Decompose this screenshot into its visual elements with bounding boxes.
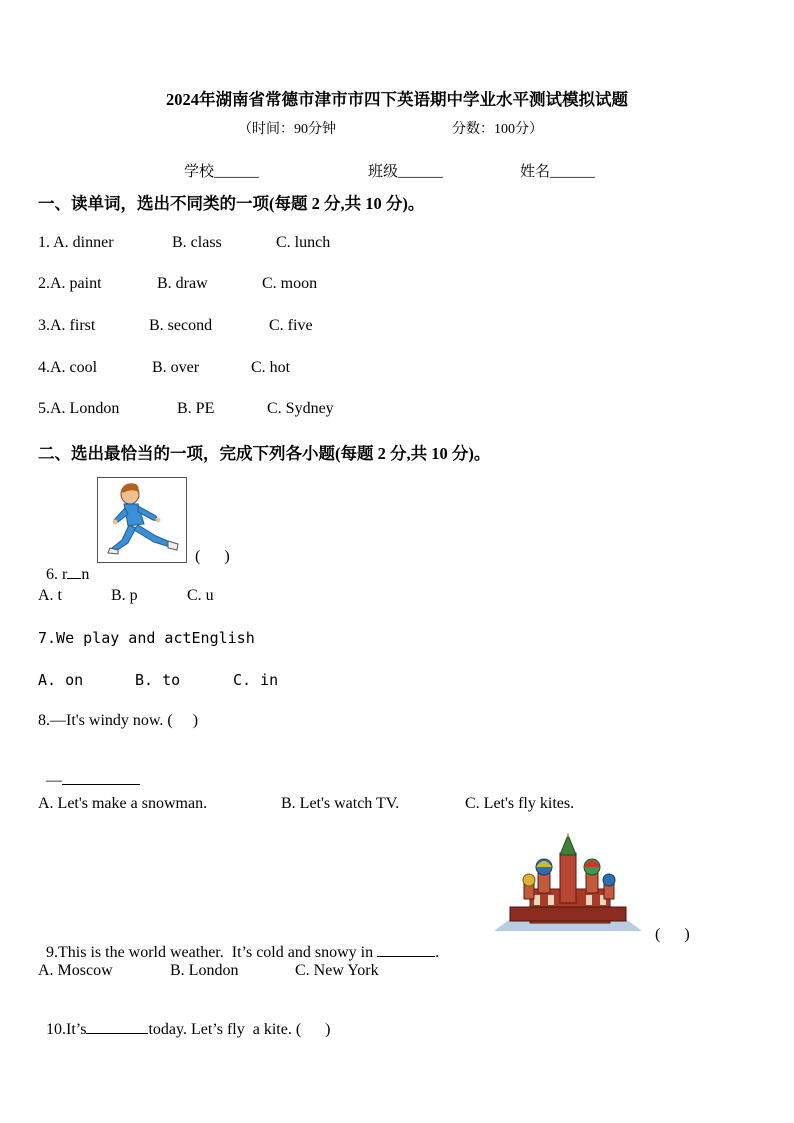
q6-option-b[interactable]: B. p (111, 587, 138, 604)
q5-option-c[interactable]: C. Sydney (267, 400, 334, 417)
q9-option-c[interactable]: C. New York (295, 962, 379, 979)
q4-option-a[interactable]: 4.A. cool (38, 359, 98, 376)
cathedral-icon (494, 833, 642, 933)
page-title: 2024年湖南省常德市津市市四下英语期中学业水平测试模拟试题 (166, 90, 628, 109)
exam-time: （时间：90分钟 (238, 122, 336, 137)
q6-option-a[interactable]: A. t (38, 587, 62, 604)
q8-option-a[interactable]: A. Let's make a snowman. (38, 795, 208, 812)
q1-option-c[interactable]: C. lunch (276, 234, 331, 251)
q3-option-c[interactable]: C. five (269, 317, 313, 334)
q5-option-a[interactable]: 5.A. London (38, 400, 120, 417)
section2-heading: 二、选出最恰当的一项，完成下列各小题(每题 2 分,共 10 分)。 (38, 444, 491, 463)
q9-option-a[interactable]: A. Moscow (38, 962, 113, 979)
q8-stem: 8.—It's windy now. ( ) (38, 712, 199, 729)
running-boy-image (97, 477, 187, 563)
school-field[interactable]: 学校______ (184, 164, 260, 180)
q6-answer-paren[interactable]: ( ) (195, 548, 230, 565)
q7-option-b[interactable]: B. to (135, 671, 181, 689)
q5-option-b[interactable]: B. PE (177, 400, 215, 417)
q7-stem: 7.We play and actEnglish (38, 629, 255, 647)
q10-blank[interactable] (86, 1032, 148, 1034)
q9-answer-paren[interactable]: ( ) (655, 926, 690, 943)
q3-option-b[interactable]: B. second (149, 317, 213, 334)
q10-stem: 10.It’s today. Let’s fly a kite. ( ) (46, 1021, 331, 1038)
q3-option-a[interactable]: 3.A. first (38, 317, 96, 334)
running-boy-icon (98, 478, 186, 562)
q8-option-c[interactable]: C. Let's fly kites. (465, 795, 575, 812)
q2-option-a[interactable]: 2.A. paint (38, 275, 102, 292)
q1-option-a[interactable]: 1. A. dinner (38, 234, 114, 251)
q9-option-b[interactable]: B. London (170, 962, 239, 979)
q8-answer-line[interactable]: — (38, 754, 140, 790)
q7-option-c[interactable]: C. in (233, 671, 279, 689)
q6-option-c[interactable]: C. u (187, 587, 214, 604)
name-field[interactable]: 姓名______ (520, 164, 596, 180)
q9-stem: 9.This is the world weather. It’s cold and snowy in . (46, 944, 440, 961)
class-field[interactable]: 班级______ (368, 164, 444, 180)
q1-option-b[interactable]: B. class (172, 234, 222, 251)
q4-option-c[interactable]: C. hot (251, 359, 291, 376)
q6-blank[interactable] (67, 577, 81, 579)
q8-option-b[interactable]: B. Let's watch TV. (281, 795, 400, 812)
q4-option-b[interactable]: B. over (152, 359, 200, 376)
q6-stem: 6. r n (46, 566, 90, 583)
section1-heading: 一、读单词，选出不同类的一项(每题 2 分,共 10 分)。 (38, 194, 425, 213)
q8-blank[interactable] (62, 783, 140, 785)
kremlin-cathedral-image (494, 833, 642, 933)
q2-option-c[interactable]: C. moon (262, 275, 318, 292)
exam-score: 分数：100分） (452, 122, 543, 137)
q2-option-b[interactable]: B. draw (157, 275, 208, 292)
q7-option-a[interactable]: A. on (38, 671, 84, 689)
q9-blank[interactable] (377, 955, 435, 957)
